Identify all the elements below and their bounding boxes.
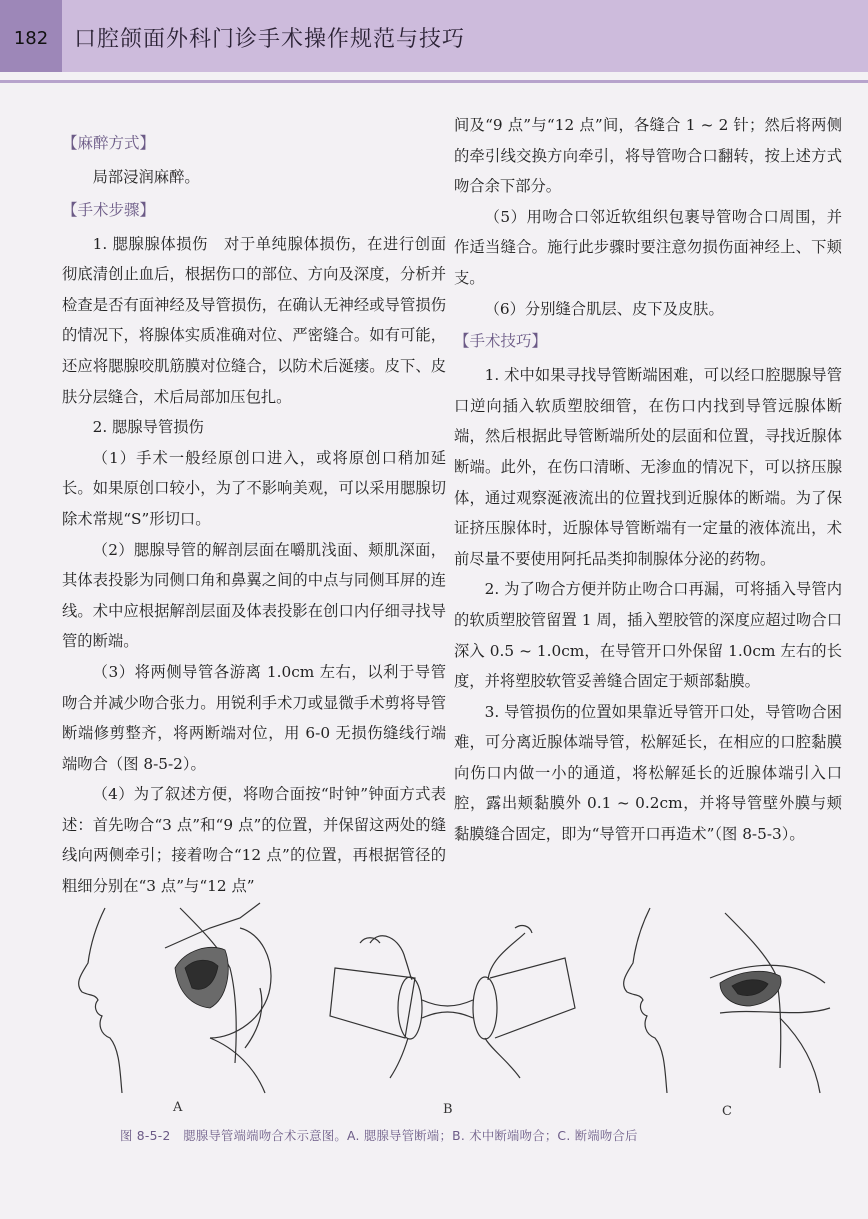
page-number: 182 bbox=[0, 0, 62, 72]
paragraph: （5）用吻合口邻近软组织包裹导管吻合口周围，并作适当缝合。施行此步骤时要注意勿损伤面神经上、下颊支。 bbox=[454, 207, 842, 287]
anesthesia-text: 局部浸润麻醉。 bbox=[92, 168, 200, 186]
left-column bbox=[62, 126, 446, 902]
paragraph: 3. 导管损伤的位置如果靠近导管开口处，导管吻合困难，可分离近腺体端导管，松解延长，在相应的口腔黏膜向伤口内做一小的通道，将松解延长的近腺体端引入口腔，露出颊黏膜外 0.1 ~ 0.2cm，并将导管壁外膜与颊黏膜缝合固定，即为“导管开口再造术”（图 8-5-3）。 bbox=[454, 702, 842, 844]
book-title: 口腔颌面外科门诊手术操作规范与技巧 bbox=[74, 27, 466, 52]
figure-illustration bbox=[60, 888, 850, 1123]
figure-label-c: C bbox=[722, 1104, 732, 1119]
header-divider bbox=[0, 80, 868, 83]
section-heading-anesthesia: 【麻醉方式】 bbox=[62, 134, 156, 152]
right-column bbox=[454, 110, 842, 850]
panel-a-wound bbox=[175, 947, 228, 1008]
paragraph: （3）将两侧导管各游离 1.0cm 左右，以利于导管吻合并减少吻合张力。用锐利手术刀或显微手术剪将导管断端修剪整齐，将两断端对位，用 6-0 无损伤缝线行端端吻合（图 8-5-2）。 bbox=[62, 662, 446, 773]
panel-c-drawing bbox=[624, 908, 830, 1093]
paragraph: 2. 为了吻合方便并防止吻合口再漏，可将插入导管内的软质塑胶管留置 1 周，插入塑胶管的深度应超过吻合口深入 0.5 ~ 1.0cm，在导管开口外保留 1.0cm 左右的长度，并将塑胶软管妥善缝合固定于颊部黏膜。 bbox=[454, 580, 842, 691]
panel-b-drawing bbox=[330, 926, 575, 1078]
paragraph: 1. 腮腺腺体损伤 对于单纯腺体损伤，在进行创面彻底清创止血后，根据伤口的部位、方向及深度，分析并检查是否有面神经及导管损伤，在确认无神经或导管损伤的情况下，将腺体实质准确对位、严密缝合。如有可能，还应将腮腺咬肌筋膜对位缝合，以防术后涎瘘。皮下、皮肤分层缝合，术后局部加压包扎。 bbox=[62, 234, 446, 406]
paragraph: （2）腮腺导管的解剖层面在嚼肌浅面、颊肌深面，其体表投影为同侧口角和鼻翼之间的中点与同侧耳屏的连线。术中应根据解剖层面及体表投影在创口内仔细寻找导管的断端。 bbox=[62, 540, 446, 651]
figure-label-a: A bbox=[173, 1100, 183, 1115]
figure-label-b: B bbox=[443, 1102, 453, 1117]
paragraph: 2. 腮腺导管损伤 bbox=[92, 418, 204, 437]
figure-caption: 图 8-5-2 腮腺导管端端吻合术示意图。A. 腮腺导管断端；B. 术中断端吻合；C. 断端吻合后 bbox=[120, 1129, 638, 1143]
section-heading-tips: 【手术技巧】 bbox=[454, 332, 548, 351]
panel-c-wound bbox=[720, 971, 781, 1006]
paragraph: （1）手术一般经原创口进入，或将原创口稍加延长。如果原创口较小，为了不影响美观，可以采用腮腺切除术常规“S”形切口。 bbox=[62, 448, 446, 528]
paragraph: （4）为了叙述方便，将吻合面按“时钟”钟面方式表述：首先吻合“3 点”和“9 点”的位置，并保留这两处的缝线向两侧牵引；接着吻合“12 点”的位置，再根据管径的粗细分别在“3 点”与“12 点” bbox=[62, 785, 446, 896]
paragraph: （6）分别缝合肌层、皮下及皮肤。 bbox=[484, 299, 724, 318]
panel-a-drawing bbox=[79, 903, 271, 1093]
paragraph: 1. 术中如果寻找导管断端困难，可以经口腔腮腺导管口逆向插入软质塑胶细管，在伤口内找到导管远腺体断端，然后根据此导管断端所处的层面和位置，寻找近腺体断端。此外，在伤口清晰、无渗血的情况下，可以挤压腺体，通过观察涎液流出的位置找到近腺体的断端。为了保证挤压腺体时，近腺体导管断端有一定量的液体流出，术前尽量不要使用阿托品类抑制腺体分泌的药物。 bbox=[454, 366, 842, 568]
paragraph: 间及“9 点”与“12 点”间，各缝合 1 ~ 2 针；然后将两侧的牵引线交换方向牵引，将导管吻合口翻转，按上述方式吻合余下部分。 bbox=[454, 116, 842, 196]
section-heading-steps: 【手术步骤】 bbox=[62, 200, 156, 219]
page-header bbox=[0, 0, 868, 72]
surgical-figure bbox=[60, 888, 850, 1123]
